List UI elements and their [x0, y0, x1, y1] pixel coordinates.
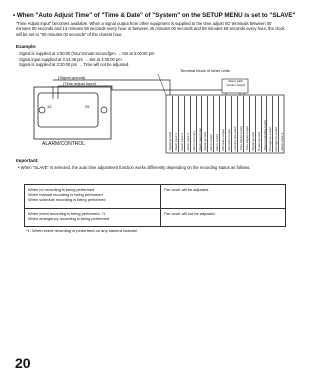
- terminal-label: Alarm recovery: [191, 130, 196, 151]
- page-number: 20: [15, 355, 31, 371]
- condition-text: When emergency recording is being performed: [28, 215, 110, 221]
- terminal-label: Alarm input 3: [185, 133, 190, 151]
- table-row: [25, 185, 286, 209]
- section-title: • When "Auto Adjust Time" of "Time & Date" of "System" on the SETUP MENU is set to "SLAVE": [13, 12, 296, 19]
- intro-paragraph: "Time Adjust Input" becomes available. When a signal output from other equipment is supplied to the time adjust I/O terminals between 00 minutes 00 seconds and 14 minutes 59 seconds every hour or between 45 minutes 00 seconds and 59 minutes 59 seconds every hour, the clock will be set to "00 minutes 00 seconds" of the closest hour.: [16, 21, 285, 37]
- wiring-diagram: [0, 68, 300, 154]
- result-cell: The clock will be adjusted.: [160, 185, 285, 209]
- terminal-label: Power ground: [256, 132, 261, 151]
- terminal-label: Camera site alarm: [232, 126, 237, 151]
- terminal-column: [279, 96, 284, 152]
- terminal-label: Alarm input 1: [173, 133, 178, 151]
- terminal-label: Recorder output: [221, 129, 226, 151]
- important-text: When "SLAVE" is selected, the auto time adjustment function works differently depending on the recording status as follows.: [20, 165, 251, 170]
- connector-label: ALARM/CONTROL: [42, 141, 86, 147]
- terminal-columns: [167, 96, 284, 152]
- condition-text: When manual recording is being performed: [28, 191, 103, 197]
- condition-text: When schedule recording is being performed: [28, 196, 106, 202]
- bullet-icon: •: [18, 165, 21, 170]
- screw-icon: [39, 107, 45, 113]
- terminal-label: Alarm input 4: [280, 133, 285, 151]
- terminal-label: Alarm output: [209, 133, 214, 151]
- example-list: [19, 51, 289, 68]
- important-bullet: [18, 165, 286, 171]
- condition-text: When no recording is being performed: [28, 186, 95, 192]
- example-line: Signal is supplied at 2:50:00 (hour:minute:second)pm → Set at 3:00:00 pm: [19, 51, 155, 56]
- connector-face: [38, 93, 98, 127]
- footnote: *1: When event recording is performed on any camera channel: [26, 228, 138, 233]
- example-heading: Example:: [16, 44, 37, 49]
- important-heading: Important:: [16, 158, 39, 163]
- example-line: Signal input supplied at 3:14:45 pm → Set at 3:00:00 pm: [19, 56, 122, 62]
- terminal-label: Alarm reset input: [197, 128, 202, 151]
- terminal-label: Signal ground: [168, 132, 172, 151]
- connector-body: [34, 87, 111, 139]
- terminal-label: Time adjust output: [244, 126, 249, 151]
- signal-ground-label: (Signal ground): [58, 75, 86, 80]
- terminal-label: Timer-controlled output: [262, 120, 267, 151]
- terminal-label: Time adjust output: [238, 126, 243, 151]
- time-adjust-input-label: (Time adjust input): [63, 81, 96, 86]
- terminal-label: Signal ground: [203, 132, 208, 151]
- terminal-label: Alarm input 2: [179, 133, 184, 151]
- other-units-label: Terminal block of other units: [180, 68, 230, 73]
- recording-status-table: [24, 184, 286, 227]
- terminal-label: Signal ground: [250, 132, 255, 151]
- condition-cell: [25, 185, 161, 209]
- pin-13-label: 13: [47, 104, 52, 109]
- example-line: Signal is supplied at 3:20:00 pm → Time will not be adjusted.: [19, 62, 130, 68]
- condition-cell: [25, 209, 161, 227]
- monitor-output-label: Alarm LED monitor output: [225, 79, 246, 87]
- pin-25-label: 25: [85, 104, 90, 109]
- condition-text: When event recording is being performed. *1: [28, 210, 106, 216]
- result-cell: The clock will not be adjusted.: [160, 209, 285, 227]
- terminal-label: Alarm output: [215, 133, 220, 151]
- terminal-label: Emergency output: [268, 126, 273, 151]
- table-row: [25, 209, 286, 227]
- terminal-label: Recorder output: [227, 129, 232, 151]
- screw-icon: [101, 107, 107, 113]
- terminal-label: Emergency output: [274, 126, 279, 151]
